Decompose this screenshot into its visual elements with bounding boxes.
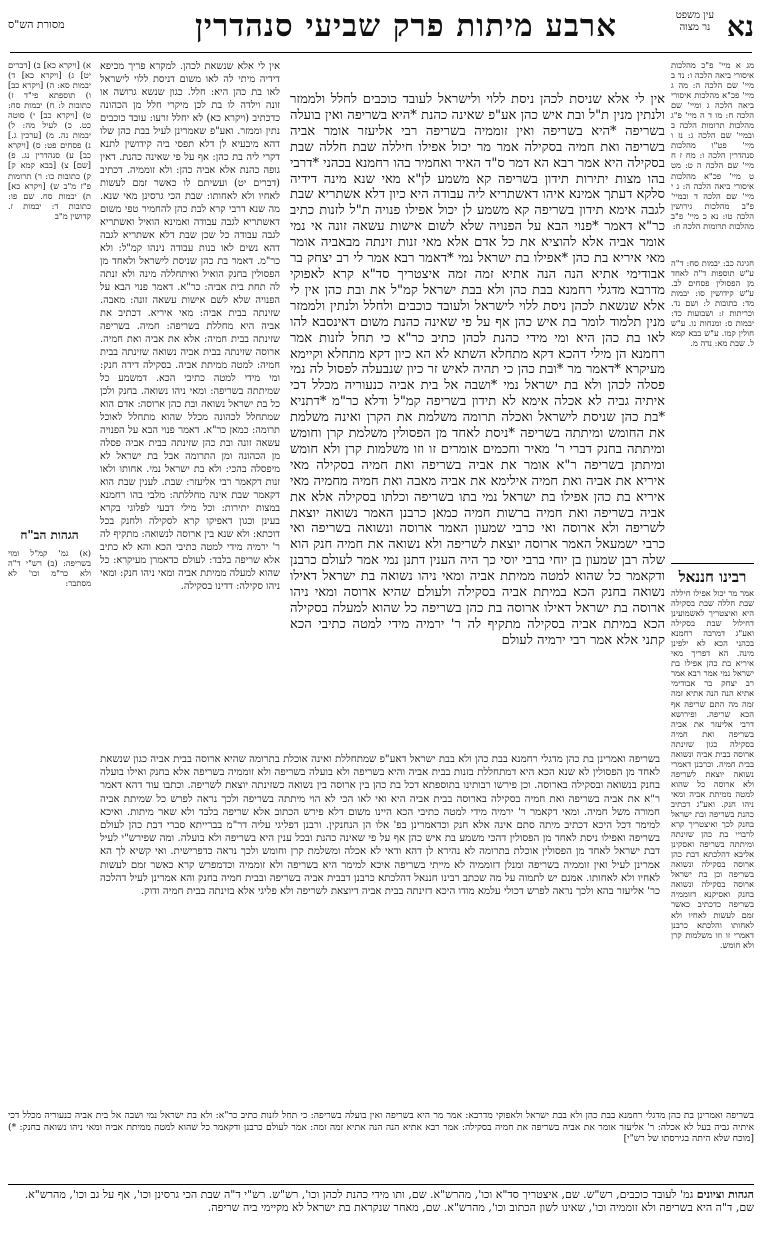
- footer-notes: [8, 1188, 754, 1214]
- ein-mishpat-column: מג א מיי' פ"כ מהלכות איסורי ביאה הלכה ו: נד ב מיי' שם הלכה ה: מה ג מיי' פכ"א מהלכות איסורי ביאה הלכה ג ומיי' שם הלכה ח: מו ד ה מיי' פ"ג מהלכות תרומות הלכה ב ובמיי' שם הלכה ג: נז ו מיי' פט"ו מהלכות סנהדרין הלכה ו: מח ז ח מיי' שם הלכה ה ט: מט ט מיי' פכ"א מהלכות איסורי ביאה הלכה ה: נ י מיי' שם הלכה ד ובמיי' פ"ב מהלכות גירושין הלכה טו: נא כ מיי' פ"ב מהלכות תרומות הלכה ח:: [671, 60, 754, 231]
- bottom-commentary: בשריפה ואמרינן בת כהן מדגלי רחמנא בבת כהן ולא בבת ישראל דאע"פ שמתחללת ואינה אוכלת בתרומה שהיא ארוסה בבית אביה כגון שנשאת לאחד מן הפסולין לא שנא הכא היא דמתחללת בזנות בבית אביה והיא בשריפה ולא בועלה בשריפה ולא זוממיה בשריפה אלא בחנק ואילו בועלה בחנק בנשואה ובסקילה בארוסה. וכן פירשו רבותינו בתוספתא דכל בת כהן בין ארוסה בין נשואה כשזינתה יוצאת לשריפה. וכתבו עוד דהא דאמר ר"א את אביה בשריפה ואת חמיה בסקילה בארוסה בבית אביה היא ואי לאו הכי לא הוי מיתתה בשריפה ולכך נראה לפרש כל שמיתת אביה חמורה משל חמיה. ומאי דקאמר ר' ירמיה מידי למטה כתיבי הכא היינו משום דלא פירש הכתוב אלא שריפה בלבד ולא שאר מיתות. ואיכא למימר דכל היכא דכתיב מיתה סתם אינה אלא חנק וכדאמרינן בפ' אלו הן הנחנקין. ורבנן דפליגי עליה דר"מ בברייתא סברי דבת כהן לעולם בשריפה ואפילו ניסת לאחד מן הפסולין דהכי משמע בת איש כהן אף על פי שאינה כהנת ובכל ענין היא בשריפה ולא בועלה. ומה שפירש"י לעיל דבת ישראל לאחד מן הפסולין אוכלת בתרומה לא נהירא לן דהא ודאי לא אכלה ומשלמת קרן וחומש ולכך נראה כדפרישית. ואי קשיא לך הא אמרינן לעיל ואין זוממיה בשריפה ומנלן דזוממיה לא מייתי בשריפה איכא למימר היא בשריפה ולא זוממיה וכדמפרש קרא כאשר זמם לעשות לאחיו ולא לאחותו. אמנם יש לתמוה על מה שכתב רבינו חננאל דהלכתא כרבנן דבבית אביה בשריפה ובבית חמיה בחנק והא אמרינן לעיל דהלכה כר' אליעזר בהא ולכך נראה לפרש דכולי עלמא מודו היכא דזינתה בבית אביה דיוצאת לשריפה ולא פליגי אלא בזינתה בבית חמיה ודוק.: [100, 754, 660, 898]
- footer-text: גמ' לעובד כוכבים, רש"ש. שם, איצטריך סד"א וכו', מהרש"א. שם, ותו מידי כהנת לכהן וכו', רש"ש. רש"י ד"ה שבת הכי גרסינן וכו', אף על גב וכו', מהרש"א. שם, ד"ה היא בשריפה ולא זוממיה וכו', שאינו לשון הכתוב וכו', מהרש"א. שם, מאחר שנקראת בת ישראל לא מקיימי ביה שריפה.: [24, 1188, 754, 1214]
- footer-heading: הגהות וציונים: [696, 1188, 754, 1201]
- rabbeinu-chananel-column: אמר מר יכול אפילו חיללה שבת חללה שבת בסקילה היא ואיצטריך לאשמועינן דחילול שבת בסקילה ואע"ג דמרבה רחמנא בכהני הכא לא ילפינן מינה. הא דפריך מאי איריא בת כהן אפילו בת ישראל נמי אמר רבא אמר רב יצחק בר אבודימי אתיא הנה הנה אתיא זמה זמה מה התם שריפה אף הכא שריפה. ופירושא דרבי אליעזר את אביה בשריפה ואת חמיה בסקילה כגון שזינתה ארוסה בבית אביה ונשואה בבית חמיה. וכרבנן דאמרי נשואה יוצאת לשריפה ולא ארוסה כל שהוא למטה ממיתת אביה ומאי ניהו חנק. ואע"ג דכתיב כהנת בשריפה ובת ישראל בחנק לכך ואיצטריך קרא לרבויי בת כהן שזינתה ומיתתה בשריפה ואסקינן אליבא דהלכתא דבת כהן ארוסה בסקילה ונשואה בשריפה וכן בת ישראל ארוסה בסקילה ונשואה בחנק ואסיקנא דזוממיה בשריפה כדכתיב כאשר זמם לעשות לאחיו ולא לאחותו והלכתא כרבנן דאמרי זו וזו משלמות קרן ולא חומש.: [671, 588, 754, 950]
- lower-commentary: בשריפה ואמרינן בת כהן מדגלי רחמנא בבת כהן ולא בבת ישראל ולאפוקי מדרבא: אמר מר היא בשריפה ואין בועלה בשריפה: כי תחל לזנות כתיב כר"א: ולא בת ישראל נמי ושבה אל בית אביה כנעוריה מכלל דכי איתיה גביה בעל לא אכלה: ר' אליעזר אומר את אביה בשריפה את חמיה בסקילה: אמר רבא אתיא הנה הנה אתיא זמה זמה: אמר לעולם כרבנן ודקאמר כל שהוא למטה ממיתת אביה ומאי ניהו נשואה בחנק: *) [מוכח שלא היתה בגירסתו של רש"י]: [8, 1110, 754, 1145]
- footer-rule: [8, 1184, 754, 1185]
- hagahot-column: (א) גמ' קמ"ל ומוי בשריפה: (ב) רש"י ד"ה ולא כר"מ וכו' לא מסתבר:: [8, 548, 91, 589]
- gemara-text: אין לי אלא שניסת לכהן ניסת ללוי ולישראל לעובד כוכבים לחלל ולממזר ולנתין מנין ת"ל ובת איש כהן אע"פ שאינה כהנת *היא בשריפה ואין בועלה בשריפה *היא בשריפה ואין זוממיה בשריפה רבי אליעזר אומר אביה בשריפה ואת חמיה בסקילה אמר מר יכול אפילו חיללה שבת חללה שבת בסקילה היא אמר רבא הא דמר ס"ד האיר ואחמיר בהו רחמנא בכהני *דרבי בהו מצות יתירות תידון בשריפה קא משמע לן"א מאי שנא מינה דידיה סלקא דעתך אמינא איהו דאשתריא ליה עבודה היא כיון דלא אשתריא שבת לגבה אימא תידון בשריפה קא משמע לן יכול אפילו פנויה ת"ל לזנות כתיב כר"א דאמר *פנוי הבא על הפנויה שלא לשום אישות עשאה זונה אי נמי אומר אביה אלא להוציא את כל אדם אלא מאי זנות זינתה מבאביה אומר מאי איריא בת כהן *אפילו בת ישראל נמי *דאמר רבא אמר לי רב יצחק בר אבודימי אתיא הנה הנה אתיא זמה זמה איצטריך סד"א קרא לאפוקי מדרבא מדגלי רחמנא בבת כהן ולא בבת ישראל קמ"ל את ובת כהן אין לי אלא שנשאת לכהן ניסת ללוי לישראל ולעובד כוכבים ולחלל ולנתין ולממזר מנין תלמוד לומר בת איש כהן אף על פי שאינה כהנת משום דאינסבא להו לאו בת כהן היא ומי מידי כהנת לכהן כתיב כר"א כי תחל לזנות אמר רחמנא הן מילי דהכא דקא מתחלא השתא לא הא כיון דקא מתחלא וקיימא מעיקרא *דאמר מר *ובת כהן כי תהיה לאיש זר כיון שנבעלה לפסול לה נמי פסלה לכהן ולא בת ישראל נמי *ושבה אל בית אביה כנעוריה מכלל דכי איתיה גביה לא אכלה אימא לא תידון בשריפה קמ"ל ודלא כר"מ *דתניא *בת כהן שניסת לישראל ואכלה תרומה משלמת את הקרן ואינה משלמת את החומש ומיתתה בשריפה *ניסת לאחד מן הפסולין משלמת קרן וחומש ומיתתה בחנק דברי ר' מאיר וחכמים אומרים זו וזו משלמות קרן ולא חומש ומיתתן בשריפה ר"א אומר את אביה בשריפה ואת חמיה בסקילה מאי איריא את אביה ואת חמיה אילימא את אביה מאבה ואת חמיה מחמיה מאי איריא בת כהן אפילו בת ישראל נמי בתו בשריפה וכלתו בסקילה אלא את אביה בשריפה ואת חמיה ברשות חמיה כמאן כרבנן האמר נשואה יוצאת לשריפה ולא ארוסה ואי כרבי שמעון האמר ארוסה ונשואה בשריפה ואי כרבי ישמעאל האמר ארוסה יוצאת לשריפה ולא נשואה את חמיה חנק הוא שלה רבן שמעון בן יוחי ברבי יוסי כך היה הענין דתנן נמי אמר לעולם כרבנן ודקאמר כל שהוא למטה ממיתת אביה ומאי ניהו נשואה בת ישראל דאילו נשואה בחנק הכא במיתת אביה בסקילה ולעולם שהיא ארוסה ומאי ניהו ארוסה בת ישראל דאילו ארוסה בת כהן בשריפה כל שהוא למעלה בסקילה הכא במיתת אביה בסקילה מתקיף לה ר' ירמיה מידי למטה כתיבי הכא קתני אלא אמר רבי ירמיה לעולם: [290, 92, 665, 648]
- ein-mishpat-label: עין משפט נר מצוה: [675, 10, 714, 33]
- page-header: [8, 6, 754, 50]
- page-number: נא: [726, 10, 754, 43]
- masoret-label: מסורת הש"ס: [8, 18, 65, 31]
- masoret-hashas-column: א) [ויקרא כא] ב) [דברים יט] ג) [ויקרא כא] ד) יבמות סא: ה) [ויקרא כב] ו) תוספתא פי"ד ז) כתובות ל: ח) יבמות סח: ט) [ויקרא כב] י) סוטה כט. כ) לעיל מה: ל) יבמות נה. מ) [ערכין ג.] נ) פסחים פט: ס) [ויקרא כב] ע) סנהדרין נג. פ) [שם] צ) [בבא קמא ק] ק) כתובות כו: ר) תרומות פ"ז מ"ב ש) [ויקרא כא] ת) יבמות סח. שם פו: כתובות ד: יבמות ז. קדושין מ"ב: [8, 60, 91, 221]
- ein-mishpat-column-2: חגיגה כב: יבמות סח: ד"ה ע"ש תוספות ד"ה לאחד מן הפסולין פסחים לב. ע"ש קידושין סו: יבמות מד: כתובות ל: ושם נד. וכריתות ז: ושבועות כד: יבמות ס: ומנחות נו. ע"ש חולין קמו. ע"ש בבא קמא ל. שבת מא: נדה מ.: [671, 258, 754, 349]
- hagahot-heading: הגהות הב"ח: [20, 528, 79, 542]
- rashi-column: אין לי אלא שנשאת לכהן. למקרא פריך מכיפא דידיה מיתי לה לאו משום דניסת ללוי לישראל לאו בת כהן היא: חלל. כגון שנשא גרושה או זונה וילדה לו בת לכן מיקרי חלל מן הכהונה כדכתיב (ויקרא כא) לא יחלל זרעו: עובד כוכבים נתין וממזר. ואע"פ שאמרינן לעיל בבת כהן שלו דהא מיבעיא לן דלא תפסי ביה קידושין לתנא דקרי ליה בת כהן: אף על פי שאינה כהנת. דאין גופה כהנת אלא אביה כהן: ולא זוממיה. דכתיב (דברים יט) ועשיתם לו כאשר זמם לעשות לאחיו ולא לאחותו: שבת הכי גרסינן מאי שנא. מה שנא דרבי קרא לבת כהן להחמיר טפי משום דאשתריא לגבה עבודה ואמינא הואיל ואשתריא לגבה עבודה כל שכן שבת דלא אשתריא לגבה דהא נשים לאו בנות עבודה נינהו קמ"ל: ולא כר"מ. דאמר בת כהן שניסת לישראל ולאחד מן הפסולין בחנק הואיל ואיתחללה מינה ולא זנתה לה תחת בית אביה: כר"א. דאמר פנוי הבא על הפנויה שלא לשם אישות עשאה זונה: מאבה. שזינתה בבית אביה: מאי איריא. דכתיב את אביה היא מחללת בשריפה: חמיה. בשריפה שזינתה בבית חמיה: אלא את אביה ואת חמיה. ארוסה שזינתה בבית אביה נשואה שזינתה בבית חמיה: למטה ממיתת אביה. בסקילה דידה חנק: ומי מידי למטה כתיבי הכא. דמשמע כל שמיתתה בשריפה: ומאי ניהו נשואה. בחנק ולכן כל בת ישראל נשואה ובת כהן ארוסה: אדם הוא שמתחלל לכהונה מכלל שהוא מתחלל לאוכל תרומה: כמאן כר"א. דאמר פנוי הבא על הפנויה עשאה זונה ובת כהן שזינתה בבית אביה פסלה מן הכהונה ומן התרומה אבל בת ישראל לא מיפסלה בהכי: ולא בת ישראל נמי. אחותו ולאו זנות דקאמר רבי אליעזר: שבת. לענין שבת הוא דקאמר שבת אינה מחללתה: מלבי בהו רחמנא במצות יתירות: וכל מילי דבעי לפלוגי בקרא בעינן וכגון דאפיקו קרא לסקילה ולחנק בכל דוכתא: ולא שנא בין ארוסה לנשואה: מתקיף לה ר' ירמיה מידי למטה כתיבי הכא והא לא כתיב אלא שריפה בלבד: לעולם כדאמרן מעיקרא: כל שהוא למעלה ממיתת אביה ומאי ניהו חנק: ומאי ניהו סקילה: דדינו בסקילה.: [100, 61, 280, 592]
- rabbeinu-chananel-heading: רבינו חננאל: [671, 563, 754, 587]
- header-rule: [10, 52, 752, 53]
- page-title: ארבע מיתות פרק שביעי סנהדרין: [194, 8, 618, 44]
